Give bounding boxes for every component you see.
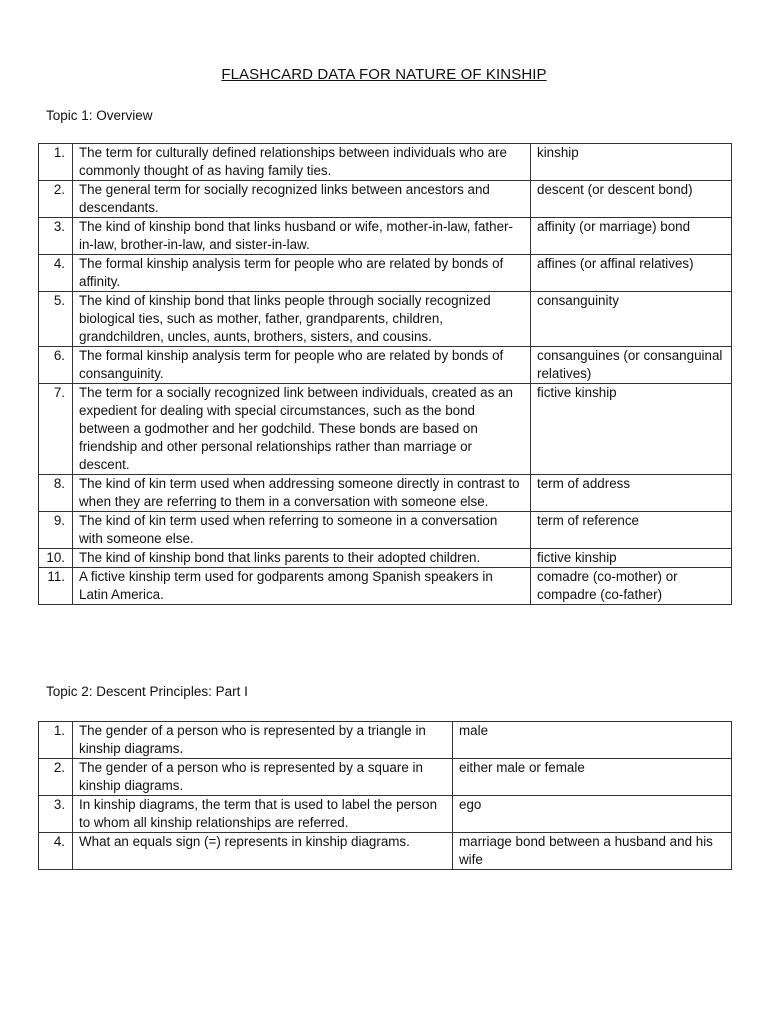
card-question: The gender of a person who is represented by a square in kinship diagrams. [73,759,453,796]
card-question: What an equals sign (=) represents in kinship diagrams. [73,833,453,870]
card-number: 9. [39,512,73,549]
card-question: The formal kinship analysis term for people who are related by bonds of affinity. [73,255,531,292]
card-number: 4. [39,255,73,292]
table-row [39,759,732,796]
card-answer: affinity (or marriage) bond [531,218,732,255]
table-row [39,549,732,568]
table-row [39,347,732,384]
card-question: A fictive kinship term used for godparents among Spanish speakers in Latin America. [73,568,531,605]
table-row [39,722,732,759]
card-answer: either male or female [453,759,732,796]
card-number: 1. [39,722,73,759]
card-number: 4. [39,833,73,870]
card-number: 8. [39,475,73,512]
card-number: 1. [39,144,73,181]
card-question: The general term for socially recognized links between ancestors and descendants. [73,181,531,218]
card-number: 5. [39,292,73,347]
card-answer: term of address [531,475,732,512]
table-row [39,568,732,605]
topic-1-flashcard-table [38,143,732,605]
page-title: FLASHCARD DATA FOR NATURE OF KINSHIP [221,66,547,83]
table-row [39,384,732,475]
table-row [39,833,732,870]
table-row [39,144,732,181]
card-question: The kind of kin term used when referring to someone in a conversation with someone else. [73,512,531,549]
card-question: The term for a socially recognized link between individuals, created as an expedient for dealing with special circumstances, such as the bond between a godmother and her godchild. These bonds are based on friendship and other personal relationships rather than marriage or descent. [73,384,531,475]
card-number: 2. [39,181,73,218]
card-number: 3. [39,218,73,255]
card-number: 2. [39,759,73,796]
card-number: 10. [39,549,73,568]
card-answer: ego [453,796,732,833]
table-row [39,218,732,255]
card-question: The kind of kinship bond that links people through socially recognized biological ties, such as mother, father, grandparents, children, grandchildren, uncles, aunts, brothers, sisters, and cousins. [73,292,531,347]
card-answer: kinship [531,144,732,181]
card-question: The kind of kinship bond that links parents to their adopted children. [73,549,531,568]
card-question: The formal kinship analysis term for people who are related by bonds of consanguinity. [73,347,531,384]
card-answer: marriage bond between a husband and his wife [453,833,732,870]
table-row [39,475,732,512]
table-row [39,796,732,833]
topic-2-heading: Topic 2: Descent Principles: Part I [46,684,248,699]
card-answer: comadre (co-mother) or compadre (co-father) [531,568,732,605]
table-row [39,292,732,347]
card-answer: term of reference [531,512,732,549]
card-question: The term for culturally defined relationships between individuals who are commonly thought of as having family ties. [73,144,531,181]
card-number: 11. [39,568,73,605]
card-number: 3. [39,796,73,833]
card-answer: fictive kinship [531,549,732,568]
card-question: The gender of a person who is represented by a triangle in kinship diagrams. [73,722,453,759]
card-answer: male [453,722,732,759]
card-question: The kind of kin term used when addressing someone directly in contrast to when they are referring to them in a conversation with someone else. [73,475,531,512]
table-row [39,255,732,292]
card-answer: consanguines (or consanguinal relatives) [531,347,732,384]
table-row [39,181,732,218]
card-question: In kinship diagrams, the term that is used to label the person to whom all kinship relationships are referred. [73,796,453,833]
card-answer: descent (or descent bond) [531,181,732,218]
card-number: 7. [39,384,73,475]
topic-1-heading: Topic 1: Overview [46,108,153,123]
card-question: The kind of kinship bond that links husband or wife, mother-in-law, father-in-law, brother-in-law, and sister-in-law. [73,218,531,255]
card-answer: consanguinity [531,292,732,347]
topic-2-flashcard-table [38,721,732,870]
card-answer: affines (or affinal relatives) [531,255,732,292]
table-row [39,512,732,549]
card-answer: fictive kinship [531,384,732,475]
card-number: 6. [39,347,73,384]
